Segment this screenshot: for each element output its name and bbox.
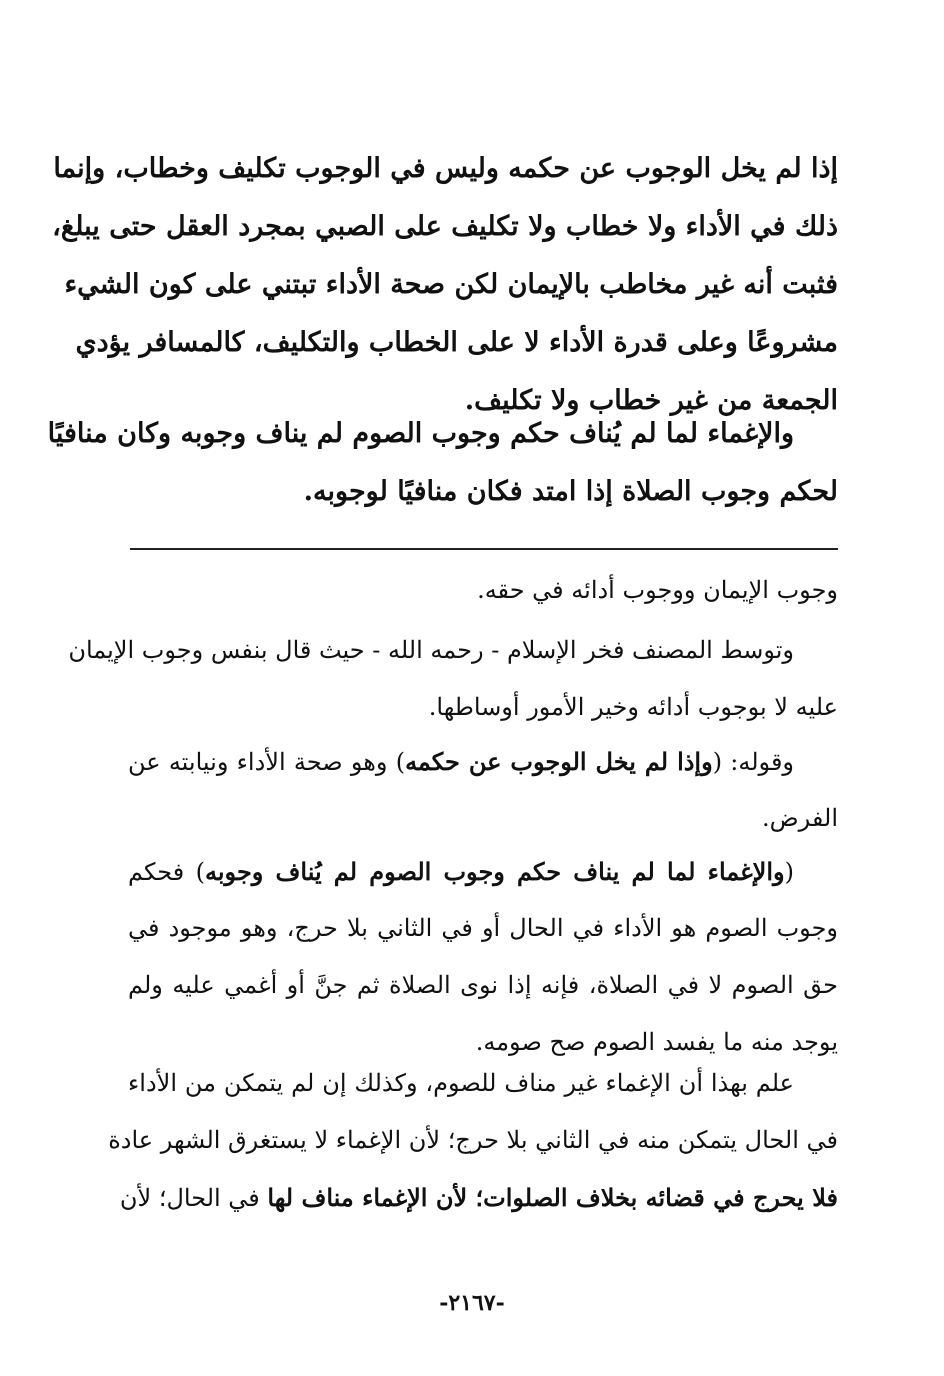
- commentary-line: حق الصوم لا في الصلاة، فإنه إذا نوى الصلاة ثم جنَّ أو أغمي عليه ولم: [128, 971, 838, 999]
- commentary-paragraph-4: [128, 843, 838, 1071]
- commentary-line: [128, 733, 838, 790]
- commentary-text: في الحال؛ لأن: [119, 1184, 268, 1212]
- commentary-line: [128, 843, 838, 900]
- main-text-line: والإغماء لما لم يُناف حكم وجوب الصوم لم يناف وجوبه وكان منافيًا: [47, 418, 794, 449]
- bold-text: فلا يحرج في قضائه بخلاف الصلوات؛ لأن الإغماء مناف لها: [267, 1183, 838, 1212]
- commentary-line: وتوسط المصنف فخر الإسلام - رحمه الله - حيث قال بنفس وجوب الإيمان: [68, 636, 794, 664]
- main-text-paragraph-2: [47, 405, 838, 521]
- commentary-text: ) وهو صحة الأداء ونيابته عن: [128, 748, 406, 776]
- commentary-line: يوجد منه ما يفسد الصوم صح صومه.: [475, 1028, 838, 1056]
- commentary: [128, 562, 838, 619]
- commentary-line: في الحال يتمكن منه في الثاني بلا حرج؛ لأن الإغماء لا يستغرق الشهر عادة: [108, 1126, 838, 1154]
- commentary-line: وجوب الصوم هو الأداء في الحال أو في الثاني بلا حرج، وهو موجود في: [128, 914, 838, 942]
- main-text-line: مشروعًا وعلى قدرة الأداء لا على الخطاب والتكليف، كالمسافر يؤدي: [75, 327, 838, 358]
- main-text: [52, 140, 838, 430]
- main-text-line: إذا لم يخل الوجوب عن حكمه وليس في الوجوب تكليف وخطاب، وإنما: [53, 153, 838, 184]
- commentary-paragraph-2: [68, 622, 838, 736]
- commentary-text: ) فحكم: [128, 858, 205, 886]
- commentary-paragraph-5: [108, 1055, 838, 1226]
- commentary-line: عليه لا بوجوب أدائه وخير الأمور أوساطها.: [428, 693, 838, 721]
- commentary-line: [119, 1169, 838, 1226]
- commentary-line: علم بهذا أن الإغماء غير مناف للصوم، وكذلك إن لم يتمكن من الأداء: [128, 1069, 794, 1097]
- main-text-line: ذلك في الأداء ولا خطاب ولا تكليف على الصبي بمجرد العقل حتى يبلغ،: [52, 211, 838, 242]
- commentary-paragraph-3: [128, 733, 838, 847]
- quoted-text: وإذا لم يخل الوجوب عن حكمه: [405, 747, 713, 776]
- commentary-line: الفرض.: [761, 804, 838, 832]
- main-text-line: فثبت أنه غير مخاطب بالإيمان لكن صحة الأداء تبتني على كون الشيء: [64, 269, 838, 300]
- footnote-divider: [130, 548, 838, 550]
- quoted-text: والإغماء لما لم يناف حكم وجوب الصوم لم يُناف وجوبه: [205, 857, 785, 886]
- main-text-line: لحكم وجوب الصلاة إذا امتد فكان منافيًا لوجوبه.: [303, 476, 838, 507]
- commentary-text: (: [784, 858, 794, 886]
- page-number: -٢١٦٧-: [439, 1290, 505, 1316]
- commentary-text: وقوله: (: [712, 748, 794, 776]
- main-text-line: الجمعة من غير خطاب ولا تكليف.: [464, 385, 838, 416]
- commentary-line: وجوب الإيمان ووجوب أدائه في حقه.: [477, 576, 838, 604]
